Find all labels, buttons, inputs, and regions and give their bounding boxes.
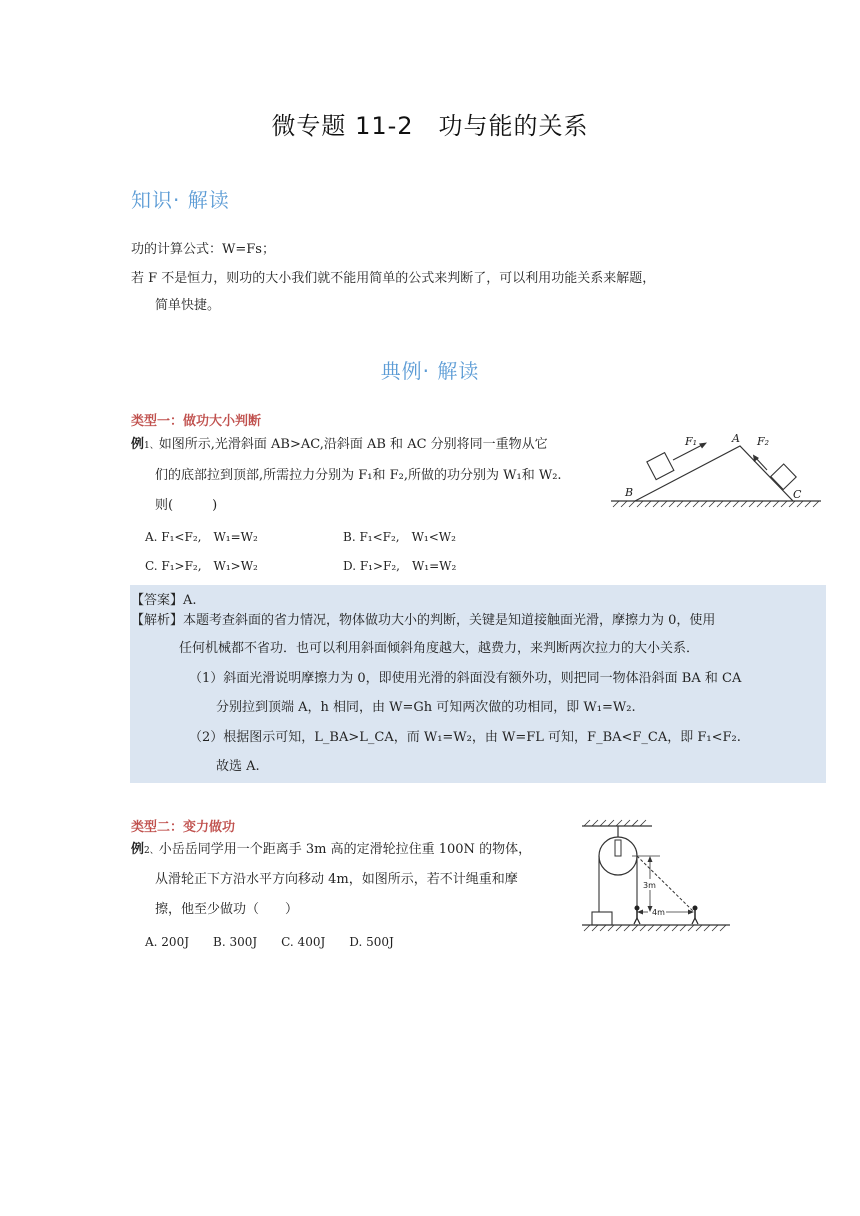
- example2-stem-line-1: [131, 841, 531, 860]
- example2-options: A. 200J B. 300J C. 400J D. 500J: [145, 935, 394, 949]
- explanation-line-4: 分别拉到顶端 A，h 相同，由 W=Gh 可知两次做的功相同，即 W₁=W₂.: [216, 700, 636, 715]
- knowledge-line-3: 简单快捷。: [155, 298, 221, 313]
- label-a: A: [732, 432, 740, 445]
- label-f1: F₁: [685, 435, 698, 448]
- incline-figure: [607, 428, 827, 514]
- pulley-axle: [615, 840, 621, 856]
- example1-option-a: A. F₁<F₂, W₁=W₂: [145, 530, 258, 544]
- label-b: B: [625, 486, 634, 499]
- ground-hatch: [613, 501, 819, 507]
- ceiling-hatch: [584, 820, 646, 826]
- answer-line: [131, 592, 197, 610]
- dim-width-arrow-right: [688, 910, 694, 915]
- example-number: 2、: [144, 846, 159, 856]
- knowledge-line-1: 功的计算公式：W=Fs；: [131, 242, 275, 257]
- explanation-tag: 【解析】: [131, 613, 184, 628]
- knowledge-line-2: 若 F 不是恒力，则功的大小我们就不能用简单的公式来判断了，可以利用功能关系来解题，: [131, 271, 656, 286]
- explanation-text-1: 本题考查斜面的省力情况，物体做功大小的判断，关键是知道接触面光滑，摩擦力为 0，使用: [183, 613, 716, 628]
- example1-stem-line-2: 们的底部拉到顶部,所需拉力分别为 F₁和 F₂,所做的功分别为 W₁和 W₂.: [155, 468, 562, 483]
- arrow-f1-head: [699, 443, 707, 449]
- person-start: [634, 906, 640, 925]
- pulley-figure: [578, 816, 734, 934]
- dim-height-arrow-up: [648, 856, 653, 862]
- explanation-line-6: 故选 A.: [216, 759, 260, 774]
- explanation-line-5: （2）根据图示可知，L_BA>L_CA，而 W₁=W₂，由 W=FL 可知，F_BA<F_CA，即 F₁<F₂.: [189, 730, 741, 745]
- page-title: 微专题 11-2 功与能的关系: [271, 112, 589, 140]
- type1-heading: 类型一：做功大小判断: [131, 414, 262, 429]
- example1-option-c: C. F₁>F₂, W₁>W₂: [145, 559, 258, 573]
- person-end: [692, 906, 698, 925]
- example1-option-b: B. F₁<F₂, W₁<W₂: [343, 530, 456, 544]
- example1-stem-text: 如图所示,光滑斜面 AB>AC,沿斜面 AB 和 AC 分别将同一重物从它: [158, 437, 548, 452]
- example1-stem-line-3: 则( ): [155, 498, 218, 513]
- label-c: C: [793, 488, 802, 501]
- example-label: 例: [131, 437, 145, 452]
- answer-tag: 【答案】: [131, 593, 184, 608]
- floor-hatch: [584, 925, 726, 931]
- explanation-line-3: （1）斜面光滑说明摩擦力为 0，即使用光滑的斜面没有额外功，则把同一物体沿斜面 BA 和 CA: [189, 671, 742, 686]
- example2-stem-line-3: 擦，他至少做功（ ）: [155, 902, 299, 917]
- block-on-ab: [647, 453, 674, 480]
- label-height: 3m: [643, 881, 656, 890]
- explanation-line-2: 任何机械都不省功．也可以利用斜面倾斜角度越大，越费力，来判断两次拉力的大小关系．: [179, 641, 700, 656]
- answer-value: A.: [183, 593, 197, 608]
- label-width: 4m: [652, 908, 665, 917]
- example-number: 1、: [144, 441, 159, 451]
- example1-stem-line-1: [131, 436, 548, 455]
- example-label: 例: [131, 842, 145, 857]
- section-heading-examples: 典例· 解读: [380, 359, 480, 383]
- block-on-ac: [771, 464, 796, 489]
- explanation-line-1: [131, 612, 715, 630]
- example1-option-d: D. F₁>F₂, W₁=W₂: [343, 559, 457, 573]
- label-f2: F₂: [757, 435, 770, 448]
- section-heading-knowledge: 知识· 解读: [131, 188, 230, 212]
- example2-stem-text: 小岳岳同学用一个距离手 3m 高的定滑轮拉住重 100N 的物体，: [158, 842, 532, 857]
- type2-heading: 类型二：变力做功: [131, 820, 236, 835]
- weight-block: [592, 912, 612, 925]
- example2-stem-line-2: 从滑轮正下方沿水平方向移动 4m，如图所示，若不计绳重和摩: [155, 872, 518, 887]
